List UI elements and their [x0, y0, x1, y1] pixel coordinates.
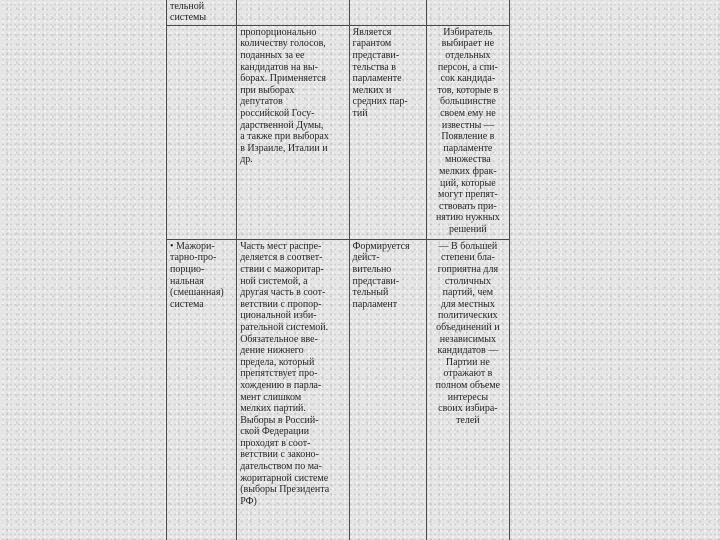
header-disadvantages [426, 0, 509, 25]
cell-disadvantages: Избиратель выбирает не отдельных персон, а спи- сок кандида- тов, которые в большинстве своем ему не известны — Появление в парламенте множества мелких фрак- ций, которые могут препят- ствовать при- нятию нужных решений [426, 25, 509, 239]
table-row [167, 25, 510, 239]
electoral-systems-table [166, 0, 510, 540]
header-advantages [349, 0, 426, 25]
table-row [167, 239, 510, 540]
header-system-type: тельной системы [167, 0, 237, 25]
cell-essence: пропорционально количеству голосов, поданных за ее кандидатов на вы- борах. Применяется при выборах депутатов российской Госу- дарственной Думы, а также при выборах в Израиле, Италии и др. [237, 25, 349, 239]
header-essence [237, 0, 349, 25]
cell-advantages: Формируется дейст- вительно представи- тельный парламент [349, 239, 426, 540]
scanned-document [166, 0, 510, 540]
cell-type: • Мажори- тарно-про- порцио- нальная (смешанная) система [167, 239, 237, 540]
cell-type [167, 25, 237, 239]
cell-essence: Часть мест распре- деляется в соответ- ствии с мажоритар- ной системой, а другая часть в соот- ветствии с пропор- циональной изби- рательной системой. Обязательное вве- дение нижнего предела, который препятствует про- хождению в парла- мент слишком мелких партий. Выборы в Россий- ской Федерации проходят в соот- ветствии с законо- дательством по ма- жоритарной системе (выборы Президента РФ) [237, 239, 349, 540]
cell-disadvantages: — В большей степени бла- гоприятна для столичных партий, чем для местных политических объединений и независимых кандидатов — Партии не отражают в полном объеме интересы своих избира- телей [426, 239, 509, 540]
cell-advantages: Является гарантом представи- тельства в парламенте мелких и средних пар- тий [349, 25, 426, 239]
table-header-row [167, 0, 510, 25]
